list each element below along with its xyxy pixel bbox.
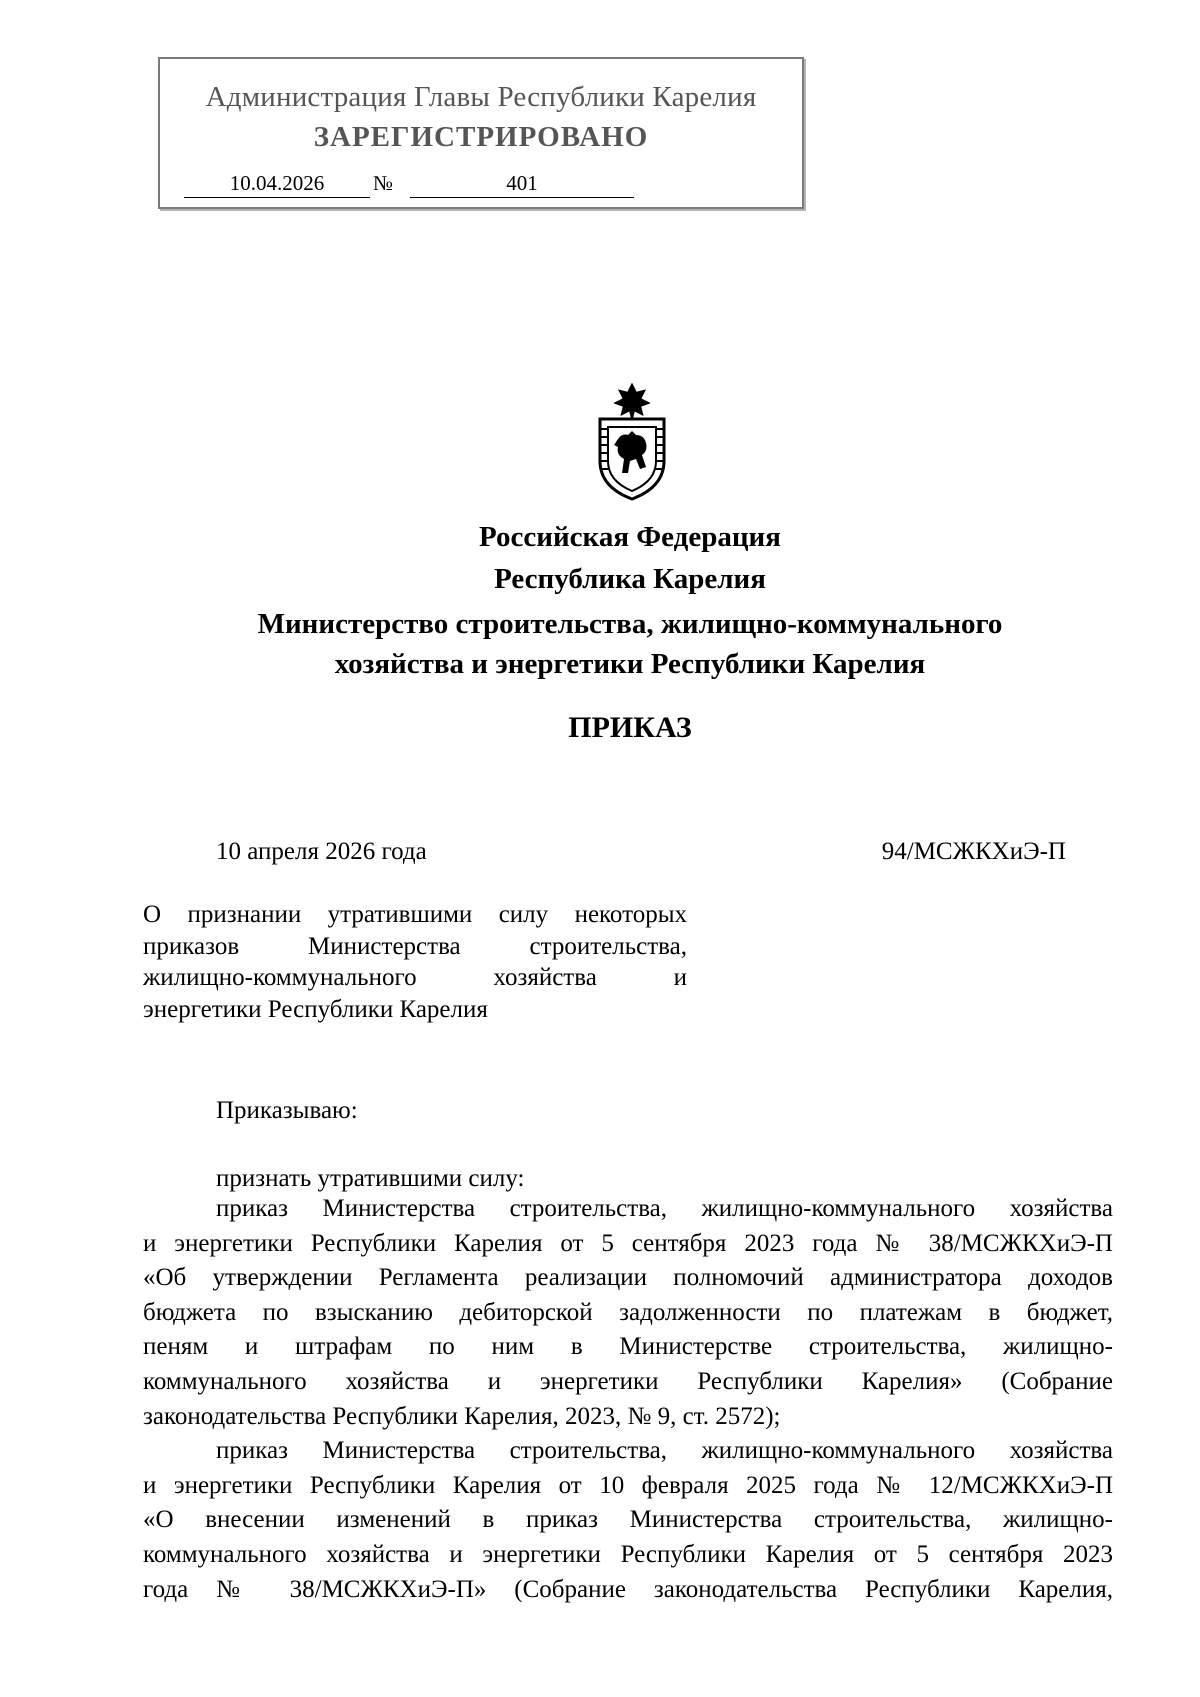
order-number: 94/МСЖКХиЭ-П [881, 838, 1066, 865]
body-line: «О внесении изменений в приказ Министерства строительства, жилищно- [143, 1506, 1113, 1534]
coat-of-arms-emblem [586, 383, 678, 501]
stamp-number: 401 [410, 169, 634, 198]
stamp-registered: ЗАРЕГИСТРИРОВАНО [313, 121, 649, 153]
subject-line: жилищно-коммунального хозяйства и [143, 964, 687, 991]
subject-line: энергетики Республики Карелия [143, 995, 488, 1023]
body-line: коммунального хозяйства и энергетики Республики Карелия» (Собрание [143, 1367, 1113, 1395]
stamp-number-sign: № [373, 171, 394, 195]
body-line: законодательства Республики Карелия, 2023, № 9, ст. 2572); [143, 1402, 781, 1430]
body-line: бюджета по взысканию дебиторской задолженности по платежам в бюджет, [143, 1298, 1113, 1326]
subject-line: приказов Министерства строительства, [143, 932, 687, 960]
header-ministry-line2: хозяйства и энергетики Республики Карелия [334, 648, 926, 680]
header-country: Российская Федерация [479, 521, 781, 553]
body-line: и энергетики Республики Карелия от 10 февраля 2025 года № 12/МСЖКХиЭ-П [143, 1471, 1113, 1499]
body-line: года № 38/МСЖКХиЭ-П» (Собрание законодательства Республики Карелия, [143, 1575, 1113, 1603]
order-date: 10 апреля 2026 года [216, 838, 427, 865]
document-type-title: ПРИКАЗ [568, 711, 692, 744]
order-word: Приказываю: [216, 1097, 358, 1124]
body-line: приказ Министерства строительства, жилищно-коммунального хозяйства [216, 1195, 1113, 1222]
stamp-administration: Администрация Главы Республики Карелия [205, 81, 757, 113]
body-line: коммунального хозяйства и энергетики Республики Карелия от 5 сентября 2023 [143, 1540, 1113, 1568]
body-line: «Об утверждении Регламента реализации полномочий администратора доходов [143, 1264, 1113, 1292]
body-line: и энергетики Республики Карелия от 5 сентября 2023 года № 38/МСЖКХиЭ-П [143, 1229, 1113, 1257]
body-line: приказ Министерства строительства, жилищно-коммунального хозяйства [216, 1437, 1113, 1465]
order-subject [143, 899, 687, 1025]
registration-stamp [158, 57, 804, 209]
order-body [143, 1192, 1113, 1607]
recognize-statement: признать утратившими силу: [216, 1165, 525, 1192]
subject-line: О признании утратившими силу некоторых [143, 901, 687, 928]
body-line: пеням и штрафам по ним в Министерстве строительства, жилищно- [143, 1333, 1113, 1361]
stamp-date: 10.04.2026 [184, 169, 370, 198]
header-ministry-line1: Министерство строительства, жилищно-коммунального [257, 608, 1003, 640]
header-republic: Республика Карелия [494, 563, 766, 595]
